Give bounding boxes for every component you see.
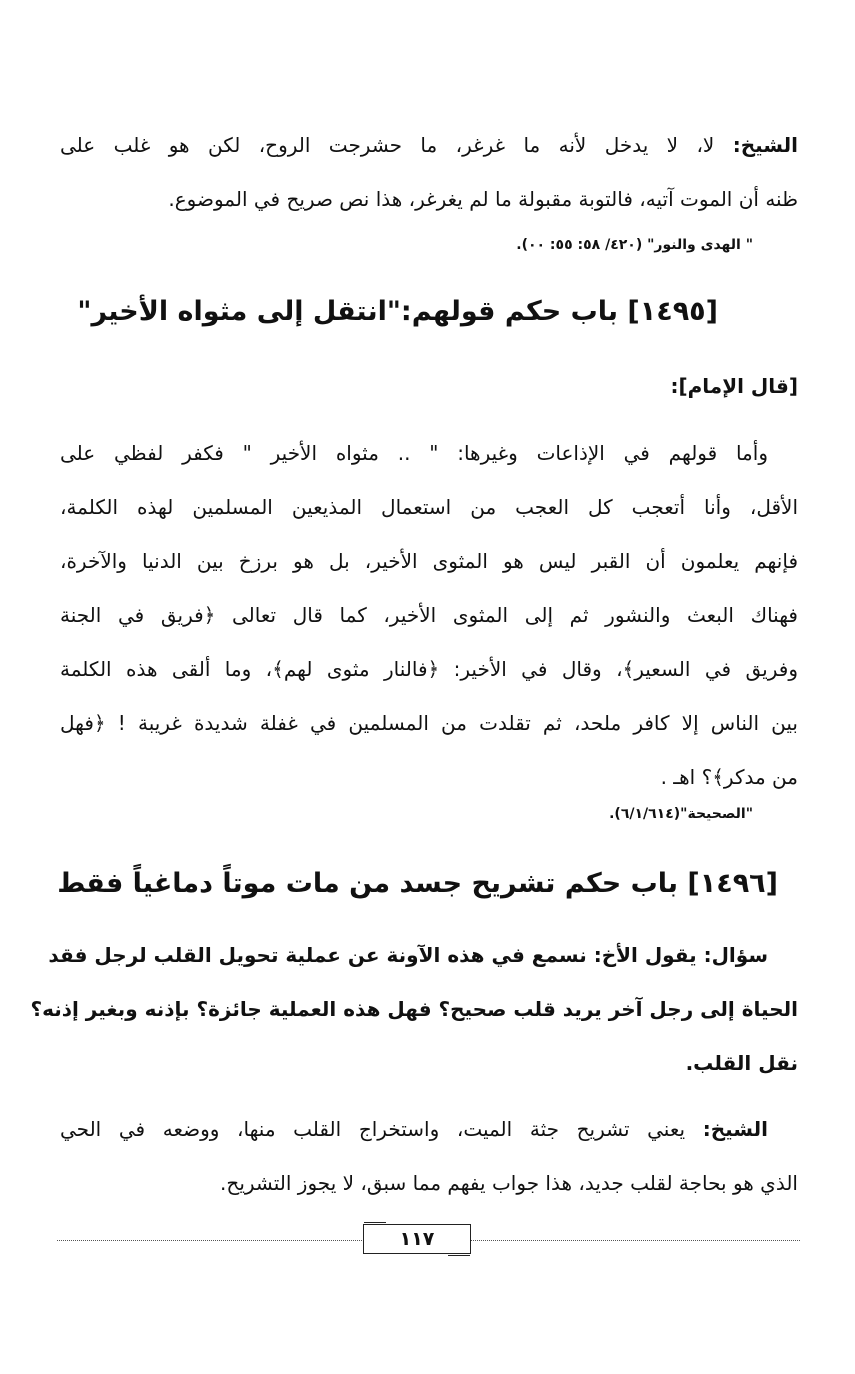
paragraph-line: الذي هو بحاجة لقلب جديد، هذا جواب يفهم مما سبق، لا يجوز التشريح. xyxy=(220,1171,798,1195)
source-citation-2: "الصحيحة"(٦/١/٦١٤). xyxy=(609,806,753,822)
paragraph-line: من مدكر﴾؟ اهـ . xyxy=(660,765,798,789)
paragraph-line: الحياة إلى رجل آخر يريد قلب صحيح؟ فهل هذه العملية جائزة؟ بإذنه وبغير إذنه؟ xyxy=(30,997,798,1021)
ornament-icon xyxy=(364,1222,386,1235)
paragraph-line: الأقل، وأنا أتعجب كل العجب من استعمال المذيعين المسلمين لهذه الكلمة، xyxy=(60,495,798,519)
paragraph-line: فإنهم يعلمون أن القبر ليس هو المثوى الأخير، بل هو برزخ بين الدنيا والآخرة، xyxy=(60,549,798,573)
page-number: ١١٧ xyxy=(399,1228,435,1250)
paragraph-line: وأما قولهم في الإذاعات وغيرها: " .. مثواه الأخير " فكفر لفظي على xyxy=(60,441,768,465)
page-number-box xyxy=(363,1224,471,1254)
paragraph-line: نقل القلب. xyxy=(685,1051,798,1075)
paragraph-line: الشيخ: يعني تشريح جثة الميت، واستخراج القلب منها، ووضعه في الحي xyxy=(60,1117,768,1141)
paragraph-line: الشيخ: لا، لا يدخل لأنه ما غرغر، ما حشرجت الروح، لكن هو غلب على xyxy=(60,133,798,157)
paragraph-line: سؤال: يقول الأخ: نسمع في هذه الآونة عن عملية تحويل القلب لرجل فقد xyxy=(48,943,768,967)
paragraph-line: ظنه أن الموت آتيه، فالتوبة مقبولة ما لم يغرغر، هذا نص صريح في الموضوع. xyxy=(168,187,798,211)
paragraph-line: بين الناس إلا كافر ملحد، ثم تقلدت من المسلمين في غفلة شديدة غريبة ! ﴿فهل xyxy=(60,711,798,735)
question-paragraph xyxy=(30,928,798,1090)
section-heading-1496: [١٤٩٦] باب حكم تشريح جسد من مات موتاً دماغياً فقط xyxy=(57,868,778,899)
paragraph-line: فهناك البعث والنشور ثم إلى المثوى الأخير، كما قال تعالى ﴿فريق في الجنة xyxy=(60,603,798,627)
sheikh-label: الشيخ: xyxy=(702,1117,768,1141)
section-heading-1495: [١٤٩٥] باب حكم قولهم:"انتقل إلى مثواه الأخير" xyxy=(77,296,718,327)
answer-paragraph xyxy=(60,1102,798,1210)
paragraph-line: وفريق في السعير﴾، وقال في الأخير: ﴿فالنار مثوى لهم﴾، وما ألقى هذه الكلمة xyxy=(60,657,798,681)
ornament-icon xyxy=(448,1243,470,1256)
paragraph-2 xyxy=(60,426,798,804)
sheikh-label: الشيخ: xyxy=(732,133,798,157)
paragraph-1 xyxy=(60,118,798,226)
source-citation-1: " الهدى والنور" (٤٢٠/ ٥٨: ٥٥: ٠٠). xyxy=(516,237,753,253)
imam-label: [قال الإمام]: xyxy=(670,374,798,398)
